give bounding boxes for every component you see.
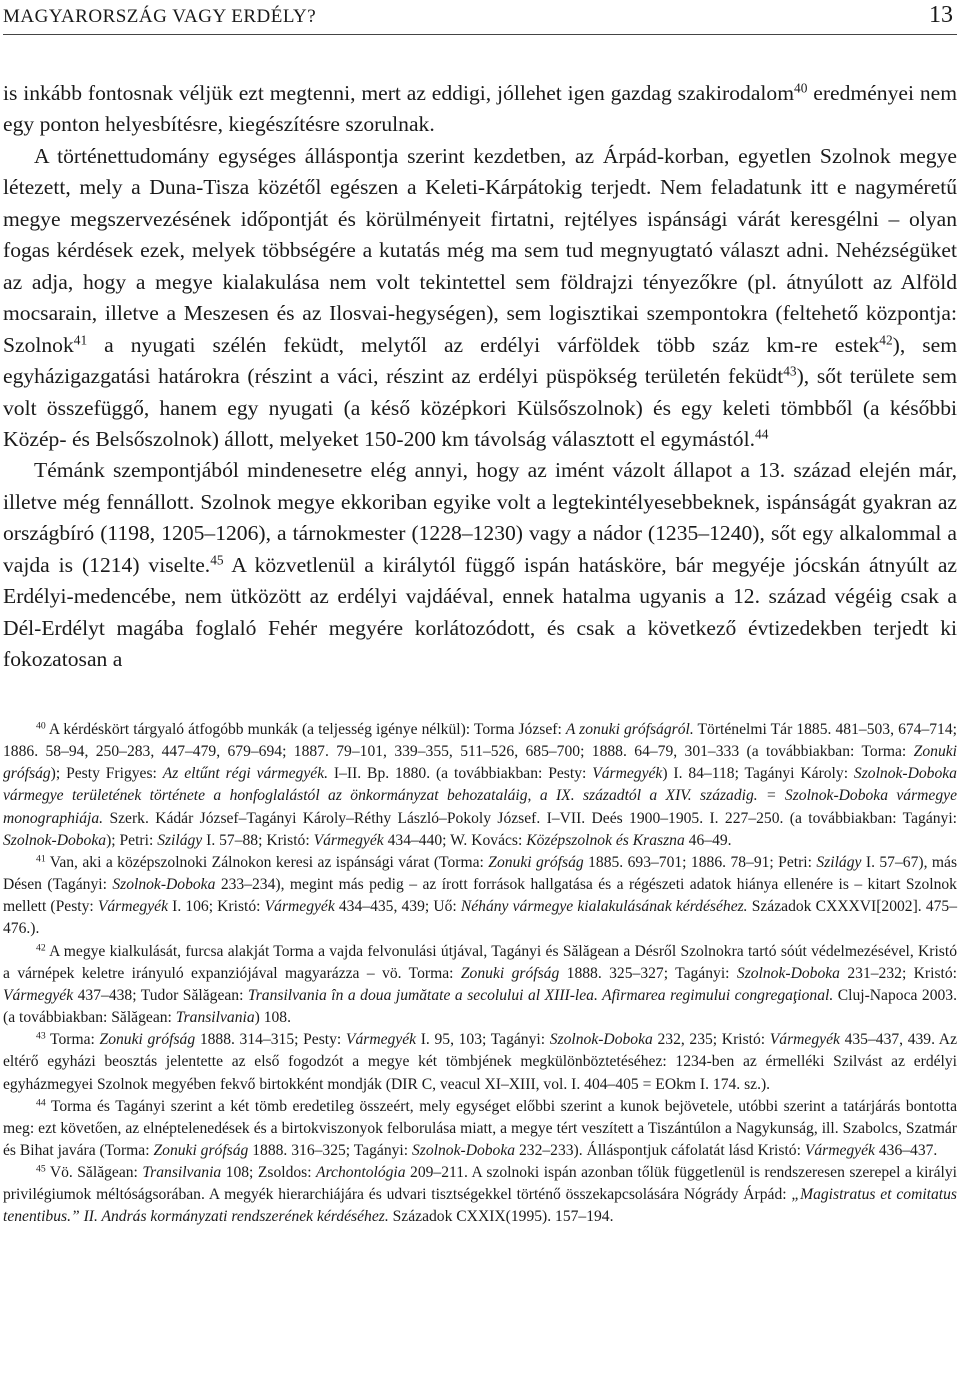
italic-text: Transilvania [175,1009,255,1027]
body-paragraph [3,78,957,141]
text-run: 232, 235; Kristó: [652,1031,770,1049]
footnote-reference: 42 [879,332,893,348]
italic-text: Szolnok-Doboka [3,831,107,849]
text-run: ) I. 84–118; Tagányi Károly: [662,765,854,783]
italic-text: „Magistratus et comitatus tenentibus.” II. András kormányzati rendszerének kérdéséhez. [3,1186,958,1226]
text-run: I. 106; Kristó: [168,898,265,916]
body-paragraph [3,141,957,456]
footnote-number: 45 [36,1163,46,1175]
italic-text: Zonuki grófság [99,1031,196,1049]
footnote-number: 40 [36,720,46,732]
italic-text: Zonuki grófság [488,853,584,871]
italic-text: Zonuki grófság [153,1141,249,1159]
text-run: Témánk szempontjából mindenesetre elég annyi, hogy az imént vázolt állapot a 13. század elején már, illetve még fennállott. Szolnok megye ekkoriban egyike volt a legtekintélyesebbeknek, ispánságát gyakran az országbíró (1198, 1205–1206), a tárnokmester (1228–1230) vagy a nádor (1235–1240), sőt egy alkalommal a vajda is (1214) viselte. [3,458,957,577]
footnote-reference: 43 [783,363,797,379]
page-header [3,0,957,35]
text-run: 1888. 316–325; Tagányi: [248,1141,412,1159]
text-run: Századok CXXXVI[2002]. 475–476.). [3,898,958,938]
text-run: Cluj-Napoca 2003. (a továbbiakban: Sălăgean: [3,986,957,1027]
italic-text: Az eltűnt régi vármegyék. [162,765,329,783]
text-run: A kérdéskört tárgyaló átfogóbb munkák (a teljesség igénye nélkül): Torma József: [45,721,566,738]
text-run: 1888. 314–315; Pesty: [195,1031,346,1049]
italic-text: Szolnok-Doboka [736,964,840,982]
text-run: ), sőt területe sem volt összefüggő, hanem egy nyugati (a késő középkori Külsőszolnok) és egy keleti tömbből (a későbbi Közép- és Belsőszolnok) állott, melyeket 150-200 km távolság választott el egymástól. [3,364,957,451]
main-text [3,78,957,676]
text-run: A történettudomány egységes álláspontja szerint kezdetben, az Árpád-korban, egyetlen Szolnok megye létezett, mely a Duna-Tisza közétől egészen a Keleti-Kárpátokig terjedt. Nem feladatunk itt e nagyméretű megye megszervezésének időpontját és körülményeit firtatni, rejtélyes ispánsági várát keresgélni – olyan fogas kérdések ezek, melyek többségére a kutatás még ma sem tud megnyugtató választ adni. Nehézségüket az adja, hogy a megye kialakulása nem volt tekintettel sem földrajzi tényezőkre (pl. átnyúlott az Alföld mocsarain, illetve a Meszesen és az Ilosvai-hegységen), sem logisztikai szempontokra (feltehető központja: Szolnok [3,143,957,357]
body-paragraph [3,455,957,675]
italic-text: Szolnok-Doboka [112,876,216,894]
footnote-reference: 40 [794,80,808,96]
italic-text: Zonuki grófság [460,964,560,982]
text-run: 1888. 325–327; Tagányi: [559,964,737,982]
text-run: Torma és Tagányi szerint a két tömb eredetileg összeért, mely egységet előbbi szerint a kunok bejövetele, utóbbi szerint a tatárjárás bontotta meg: ezt követően, az elnéptelenedések és a birtokviszonyok felborulása miatt, a megye tért veszített a Tiszántúlon a Nagykunság, ill. Szabolcs, Szatmár és Bihat javára (Torma: [3,1097,957,1159]
footnote-number: 44 [36,1097,46,1109]
italic-text: Vármegyék [3,986,74,1004]
footnote-41 [3,852,957,941]
italic-text: Transilvania în a doua jumătate a secolului al XIII-lea. Afirmarea regimului congregaţional. [247,986,834,1004]
italic-text: Néhány vármegye kialakulásának kérdéséhez. [460,898,748,916]
italic-text: Vármegyék [345,1031,417,1049]
text-run: 108; Zsoldos: [221,1164,317,1182]
italic-text: A zonuki grófságról. [565,721,694,738]
italic-text: Vármegyék [592,765,663,783]
italic-text: Szolnok-Doboka vármegye területének története a honfoglalástól az önkormányzat behozataláig, a IX. századtól a XIV. századig. = Szolnok-Doboka vármegye monographiája. [3,765,957,827]
footnote-reference: 41 [73,332,88,348]
text-run: I. 57–67), más Désen (Tagányi: [3,853,958,894]
text-run: 437–438; Tudor Sălăgean: [73,986,248,1004]
text-run: 232–233). Álláspontjuk cáfolatát lásd Kristó: [515,1141,805,1159]
text-run: eredményei nem egy ponton helyesbítésre, kiegészítésre szorulnak. [3,81,957,137]
italic-text: Szolnok-Doboka [549,1031,653,1049]
footnote-44 [3,1096,957,1162]
text-run: Századok CXXIX(1995). 157–194. [388,1208,614,1226]
footnote-number: 41 [36,853,46,865]
text-run: A közvetlenül a királytól függő ispán hatásköre, bár megyéje jócskán átnyúlt az Erdélyi-medencébe, nem ütközött az erdélyi vajdáéval, ennek hatalma ugyanis a 12. század végéig csak a Dél-Erdélyt magába foglaló Fehér megyére korlátozódott, és csak a következő évtizedekben terjedt ki fokozatosan a [3,552,957,672]
text-run: ); Petri: [106,831,158,849]
footnote-40 [3,719,957,852]
text-run: A megye kialkulását, furcsa alakját Torma a vajda felvonulási útjával, Tagányi és Sălăgean a Désről Szolnokra tartó sóút védelmezésével, Kristó a várnépek keletre irányuló expanziójával magyarázza – vö. Torma: [3,942,957,982]
italic-text: Archontológia [316,1164,406,1182]
footnote-45 [3,1162,957,1228]
text-run: I. 57–88; Kristó: [202,831,314,849]
text-run: 436–437. [874,1141,938,1159]
italic-text: Vármegyék [313,831,384,849]
italic-text: Szilágy [157,831,203,849]
text-run: 435–437, 439. Az eltérő egyházi beosztás jelentette az első fogodzót a megye két tömbjének megkülönböztetéséhez: 1234-ben az érmelléki Szilvást az erdélyi egyházmegyei Szolnok megyében fekvő birtokként mondják (DIR C, veacul XI–XIII, vol. I. 404–405 = EOkm I. 174. sz.). [3,1031,957,1093]
text-run: Van, aki a középszolnoki Zálnokon keresi az ispánsági várat (Torma: [45,853,489,871]
italic-text: Vármegyék [97,898,168,916]
text-run: I. 95, 103; Tagányi: [416,1031,550,1049]
text-run: 209–211. A szolnoki ispán azonban tőlük függetlenül is rendszeresen szerepel a királyi privilégiumok méltóságsorában. A megyék hierarchiájára és udvari tisztségekkel történő összekapcsolására Nógrády Árpád: [3,1164,957,1204]
text-run: ) 108. [254,1009,292,1027]
text-run: ), sem egyházigazgatási határokra (részint a váci, részint az erdélyi püspökség területén feküdt [3,332,957,389]
text-run: I–II. Bp. 1880. (a továbbiakban: Pesty: [328,765,593,783]
text-run: 233–234), megint más pedig – az írott források hallgatása és a régészeti adatok hiánya ellenére is – kitart Szolnok mellett (Pesty: [3,876,957,916]
text-run: 434–435, 439; Uő: [334,898,461,916]
text-run: a nyugati szélén feküdt, melytől az erdélyi várföldek több száz km-re estek [87,332,880,357]
text-run: is inkább fontosnak véljük ezt megtenni, mert az eddigi, jóllehet igen gazdag szakirodalom [3,81,795,105]
text-run: ); Pesty Frigyes: [50,765,163,783]
footnote-number: 42 [36,942,46,954]
footnote-reference: 44 [755,426,769,442]
text-run: 46–49. [684,831,732,849]
text-run: Történelmi Tár 1885. 481–503, 674–714; 1886. 58–94, 250–283, 447–479, 679–694; 1887. 79–101, 339–355, 511–526, 685–700; 1888. 64–79, 301–333 (a továbbiakban: Torma: [3,721,957,761]
text-run: 1885. 693–701; 1886. 78–91; Petri: [583,853,817,871]
italic-text: Szolnok-Doboka [412,1141,516,1159]
footnote-number: 43 [36,1030,46,1042]
page-number: 13 [929,2,953,28]
italic-text: Vármegyék [769,1031,840,1049]
italic-text: Vármegyék [264,898,335,916]
text-run: 231–232; Kristó: [839,964,957,982]
footnote-43 [3,1029,957,1095]
italic-text: Transilvania [142,1164,222,1182]
italic-text: Szilágy [816,853,862,871]
footnotes [3,719,957,1229]
running-title: MAGYARORSZÁG VAGY ERDÉLY? [3,6,317,27]
italic-text: Zonuki grófság [3,743,957,783]
italic-text: Középszolnok és Kraszna [526,831,685,849]
text-run: 434–440; W. Kovács: [383,831,527,849]
footnote-reference: 45 [210,552,224,568]
italic-text: Vármegyék [804,1141,875,1159]
text-run: Vö. Sălăgean: [45,1164,143,1182]
footnote-42 [3,941,957,1030]
text-run: Szerk. Kádár József–Tagányi Károly–Réthy László–Pokoly József. I–VII. Deés 1900–1905. I. 227–250. (a továbbiakban: Tagányi: [103,809,957,827]
text-run: Torma: [45,1031,100,1049]
